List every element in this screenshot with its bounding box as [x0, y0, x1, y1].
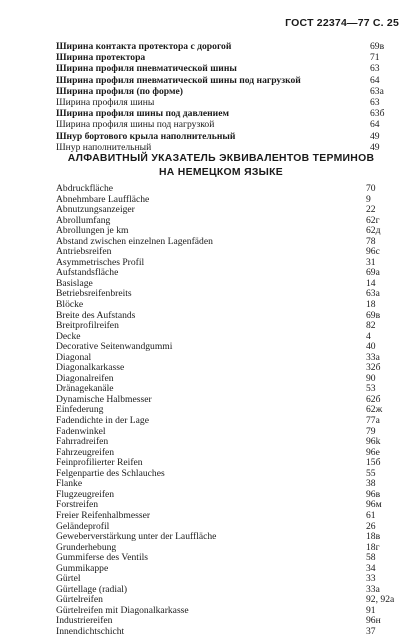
term-number: 92, 92а: [366, 594, 395, 606]
term-number: 58: [366, 552, 376, 564]
index-term: Diagonal: [56, 351, 92, 363]
index-term: Abnehmbare Lauffläche: [56, 193, 150, 205]
index-term: Ширина профиля пневматической шины под нагрузкой: [56, 74, 301, 86]
page-header: ГОСТ 22374—77 С. 25: [285, 17, 399, 29]
term-number: 78: [366, 235, 376, 247]
term-number: 53: [366, 383, 376, 395]
section-title-line-1: АЛФАВИТНЫЙ УКАЗАТЕЛЬ ЭКВИВАЛЕНТОВ ТЕРМИНОВ: [67, 153, 375, 164]
index-term: Ширина профиля (по форме): [56, 85, 183, 97]
index-term: Basislage: [56, 277, 93, 289]
german-index-entry: [56, 416, 396, 427]
term-number: 96с: [366, 246, 380, 258]
term-number: 61: [366, 509, 376, 521]
term-number: 82: [366, 320, 376, 332]
term-number: 33а: [366, 351, 380, 363]
term-number: 96k: [366, 436, 381, 448]
term-number: 96н: [366, 615, 381, 627]
russian-index-entry: [56, 97, 396, 108]
russian-index-entry: [56, 108, 396, 119]
index-term: Gürtellage (radial): [56, 583, 128, 595]
german-index-entry: [56, 585, 396, 596]
index-term: Шнур наполнительный: [56, 141, 152, 153]
german-index-entry: [56, 627, 396, 638]
index-term: Einfederung: [56, 404, 104, 416]
term-number: 90: [366, 372, 376, 384]
term-number: 77а: [366, 415, 380, 427]
german-index-entry: [56, 532, 396, 543]
term-number: 62д: [366, 225, 381, 237]
term-number: 15б: [366, 457, 381, 469]
index-term: Fahrzeugreifen: [56, 446, 115, 458]
term-number: 55: [366, 467, 376, 479]
term-number: 18г: [366, 541, 380, 553]
index-term: Industriereifen: [56, 615, 113, 627]
german-index-entry: [56, 184, 396, 195]
russian-index-entry: [56, 131, 396, 142]
term-number: 69в: [370, 41, 385, 52]
term-number: 69а: [366, 267, 380, 279]
index-term: Abdruckfläche: [56, 183, 114, 194]
index-term: Betriebsreifenbreits: [56, 288, 132, 300]
index-term: Ширина протектора: [56, 52, 146, 64]
term-number: 18: [366, 299, 376, 311]
index-term: Ширина контакта протектора с дорогой: [56, 41, 232, 52]
term-number: 18в: [366, 531, 381, 543]
german-index-entry: [56, 342, 396, 353]
index-term: Abstand zwischen einzelnen Lagenfäden: [56, 235, 213, 247]
index-term: Aufstandsfläche: [56, 267, 119, 279]
index-term: Fahrradreifen: [56, 436, 109, 448]
term-number: 63: [370, 96, 380, 108]
term-number: 62ж: [366, 404, 383, 416]
index-term: Decke: [56, 330, 81, 342]
index-term: Dränagekanäle: [56, 383, 114, 395]
german-index-list: [56, 184, 396, 638]
term-number: 96м: [366, 499, 382, 511]
term-number: 26: [366, 520, 376, 532]
russian-index-list: [56, 41, 396, 153]
term-number: 70: [366, 183, 376, 194]
term-number: 62б: [366, 393, 381, 405]
term-number: 63: [370, 63, 380, 75]
index-term: Innendichtschicht: [56, 625, 125, 637]
russian-index-entry: [56, 75, 396, 86]
term-number: 63б: [370, 108, 385, 120]
term-number: 9: [366, 193, 371, 205]
term-number: 96в: [366, 488, 381, 500]
index-term: Шнур бортового крыла наполнительный: [56, 130, 236, 142]
german-index-entry: [56, 268, 396, 279]
section-title: [56, 152, 386, 179]
index-term: Flanke: [56, 478, 83, 490]
index-term: Geweberverstärkung unter der Lauffläche: [56, 531, 217, 543]
index-term: Ширина профиля шины под давлением: [56, 108, 229, 120]
german-index-entry: [56, 469, 396, 480]
term-number: 40: [366, 341, 376, 353]
term-number: 96е: [366, 446, 380, 458]
term-number: 31: [366, 256, 376, 268]
index-term: Abrollumfang: [56, 214, 111, 226]
index-term: Breitprofilreifen: [56, 320, 119, 332]
german-index-entry: [56, 564, 396, 575]
term-number: 63а: [366, 288, 380, 300]
index-term: Felgenpartie des Schlauches: [56, 467, 165, 479]
term-number: 37: [366, 625, 376, 637]
term-number: 64: [370, 119, 380, 131]
index-term: Flugzeugreifen: [56, 488, 115, 500]
index-term: Diagonalkarkasse: [56, 362, 125, 374]
index-term: Ширина профиля шины: [56, 96, 155, 108]
russian-index-entry: [56, 119, 396, 130]
index-term: Gürtel: [56, 573, 81, 585]
term-number: 91: [366, 604, 376, 616]
index-term: Antriebsreifen: [56, 246, 112, 258]
german-index-entry: [56, 395, 396, 406]
index-term: Fadenwinkel: [56, 425, 106, 437]
term-number: 33а: [366, 583, 380, 595]
german-index-entry: [56, 289, 396, 300]
russian-index-entry: [56, 86, 396, 97]
term-number: 49: [370, 130, 380, 142]
term-number: 38: [366, 478, 376, 490]
index-term: Freier Reifenhalbmesser: [56, 509, 151, 521]
index-term: Feinprofilierter Reifen: [56, 457, 143, 469]
german-index-entry: [56, 321, 396, 332]
index-term: Breite des Aufstands: [56, 309, 136, 321]
term-number: 64: [370, 74, 380, 86]
term-number: 49: [370, 141, 380, 153]
term-number: 71: [370, 52, 380, 64]
term-number: 22: [366, 204, 376, 216]
index-term: Gummiferse des Ventils: [56, 552, 149, 564]
term-number: 32б: [366, 362, 381, 374]
german-index-entry: [56, 511, 396, 522]
term-number: 79: [366, 425, 376, 437]
section-title-line-2: НА НЕМЕЦКОМ ЯЗЫКЕ: [159, 166, 283, 178]
russian-index-entry: [56, 52, 396, 63]
index-term: Abrollungen je km: [56, 225, 129, 237]
index-term: Dynamische Halbmesser: [56, 393, 152, 405]
term-number: 63а: [370, 85, 384, 97]
index-term: Ширина профиля пневматической шины: [56, 63, 237, 75]
index-term: Blöcke: [56, 299, 84, 311]
index-term: Grunderhebung: [56, 541, 117, 553]
russian-index-entry: [56, 41, 396, 52]
term-number: 69в: [366, 309, 381, 321]
index-term: Gürtelreifen: [56, 594, 103, 606]
german-index-entry: [56, 490, 396, 501]
index-term: Fadendichte in der Lage: [56, 415, 149, 427]
index-term: Diagonalreifen: [56, 372, 114, 384]
index-term: Gürtelreifen mit Diagonalkarkasse: [56, 604, 189, 616]
index-term: Ширина профиля шины под нагрузкой: [56, 119, 215, 131]
term-number: 4: [366, 330, 371, 342]
term-number: 33: [366, 573, 376, 585]
index-term: Asymmetrisches Profil: [56, 256, 145, 268]
index-term: Decorative Seitenwandgummi: [56, 341, 173, 353]
term-number: 34: [366, 562, 376, 574]
index-term: Geländeprofil: [56, 520, 110, 532]
russian-index-entry: [56, 63, 396, 74]
index-term: Abnutzungsanzeiger: [56, 204, 135, 216]
term-number: 62г: [366, 214, 380, 226]
index-term: Gummikappe: [56, 562, 109, 574]
german-index-entry: [56, 300, 396, 311]
index-term: Forstreifen: [56, 499, 99, 511]
term-number: 14: [366, 277, 376, 289]
